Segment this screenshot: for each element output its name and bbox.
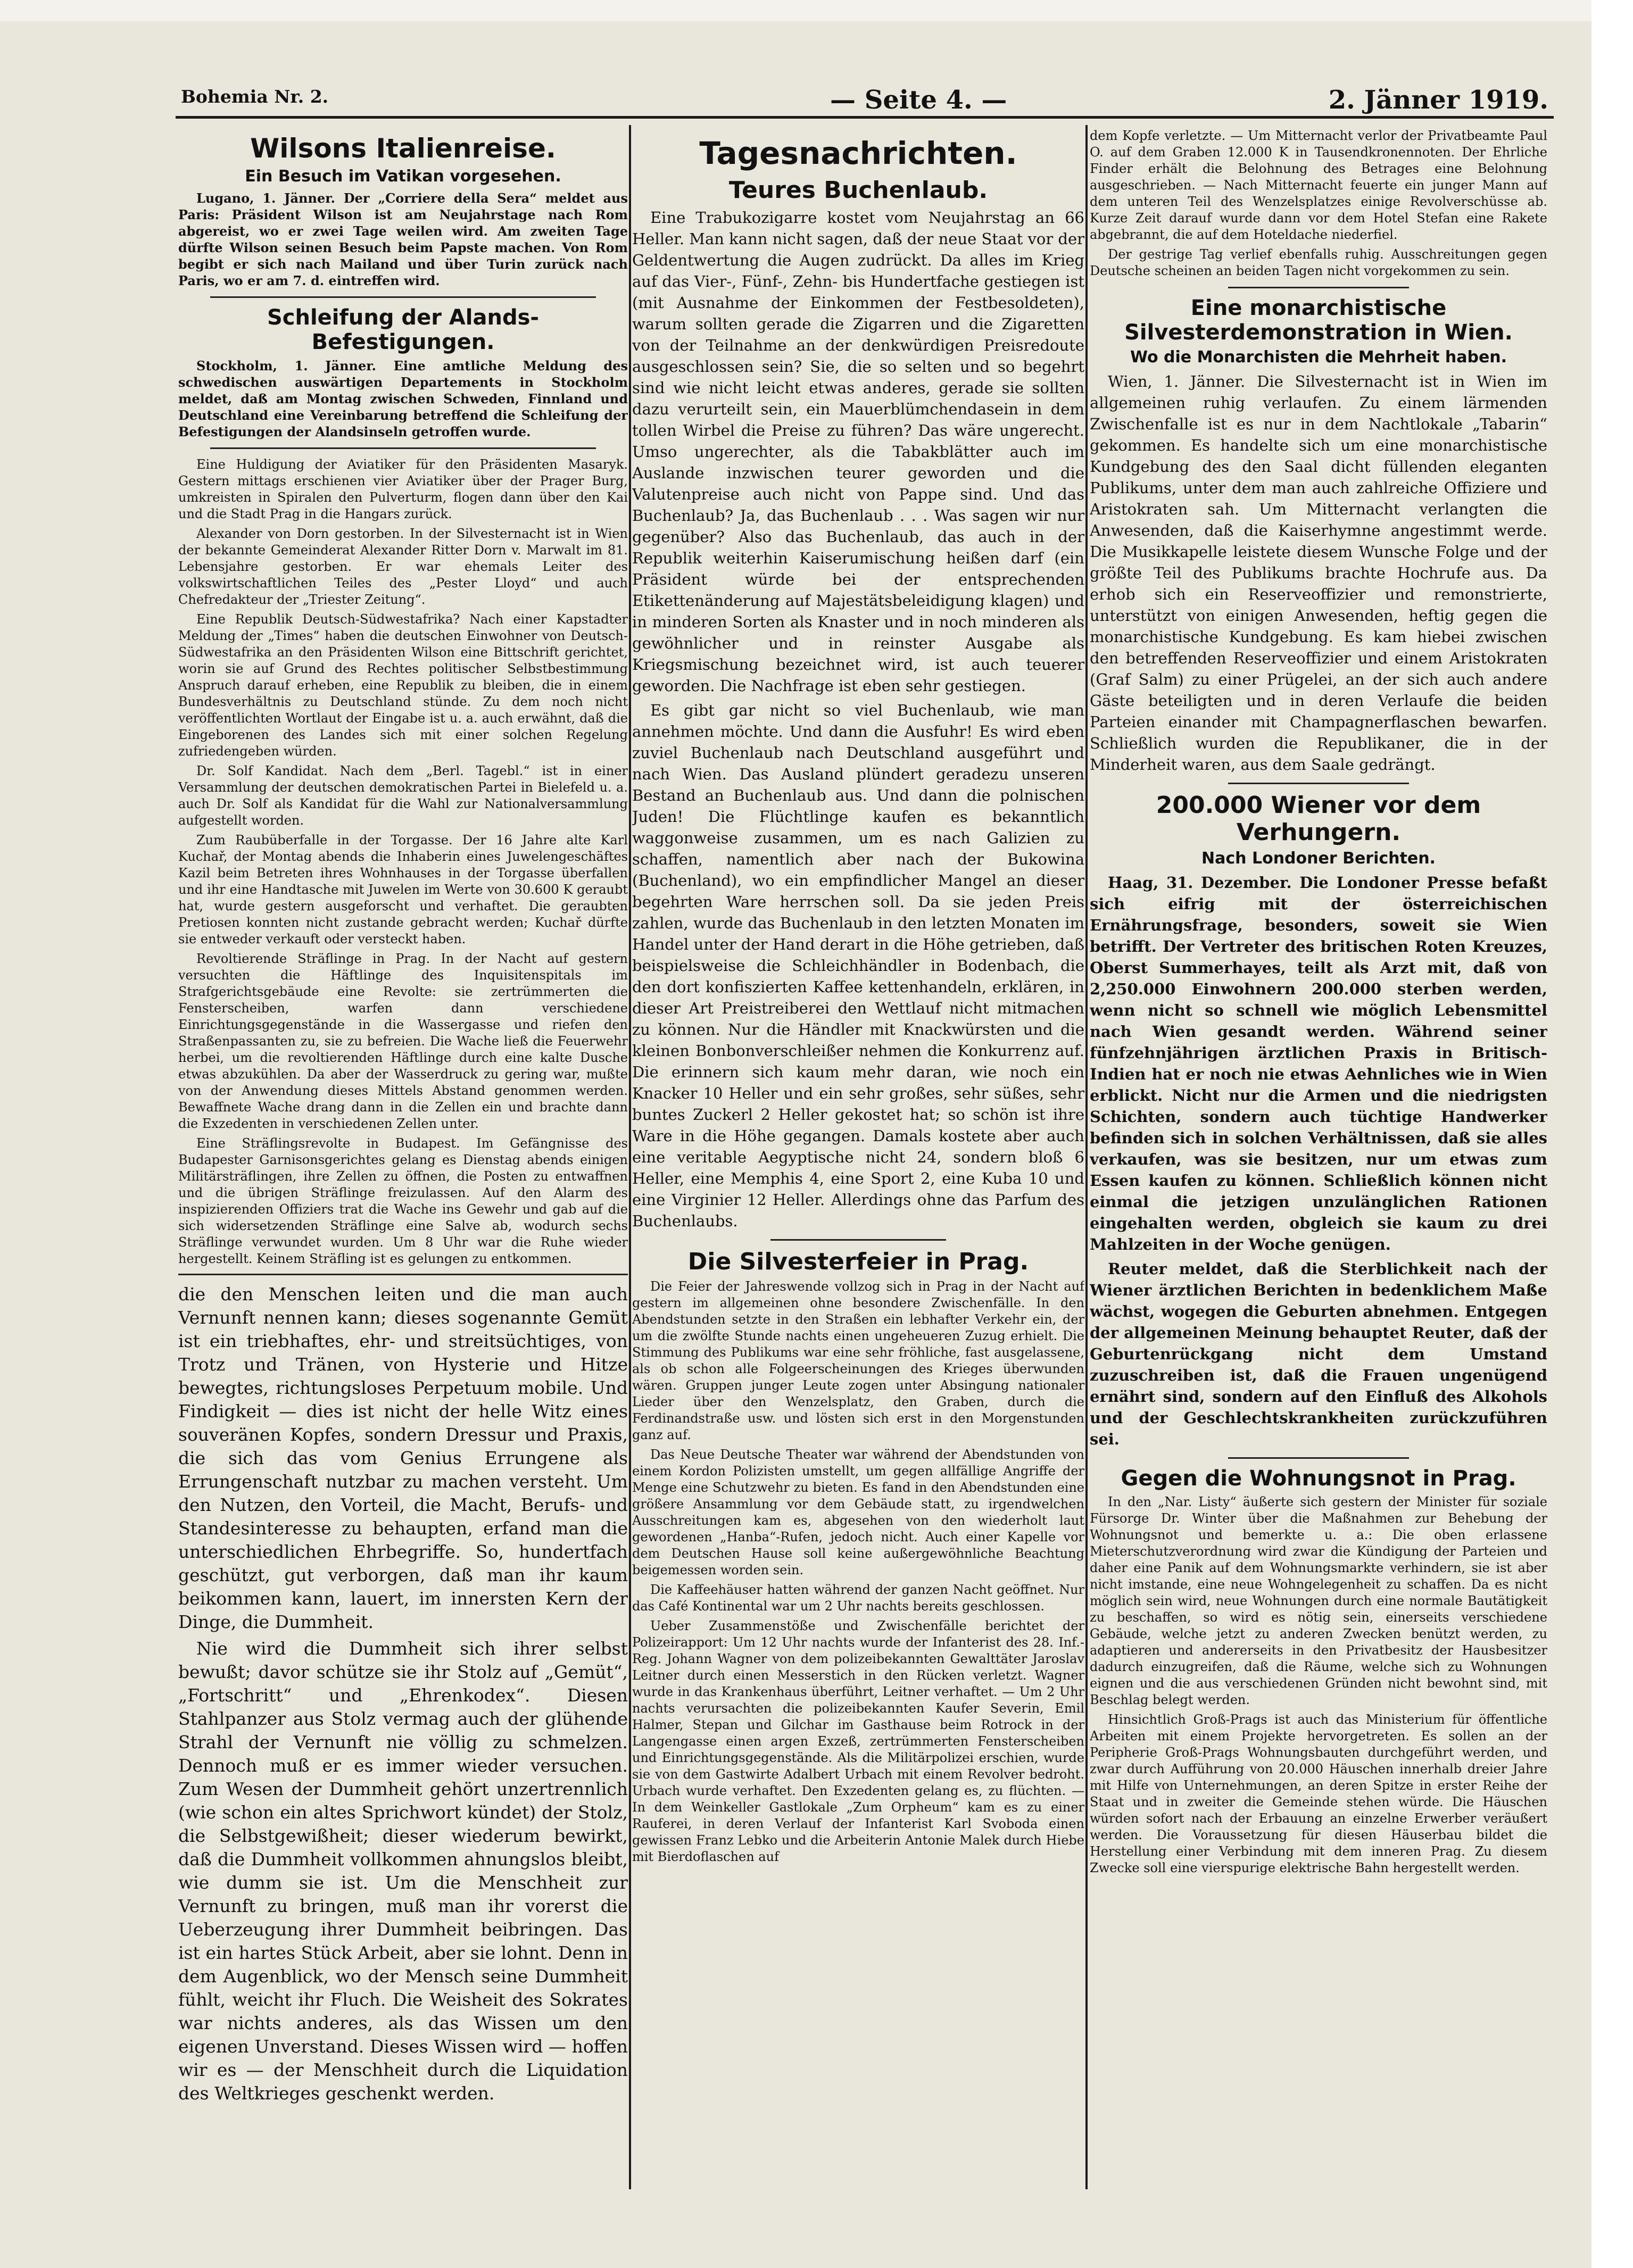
article-body-wilson: Lugano, 1. Jänner. Der „Corriere della Sera“ meldet aus Paris: Präsident Wilson ist am Neujahrstage nach Rom abgereist, wo er zwei Tage weilen wird. Am zweiten Tage dürfte Wilson seinen Besuch beim Papste machen. Von Rom begibt er sich nach Mailand und über Turin zurück nach Paris, wo er am 7. d. eintreffen wird. xyxy=(178,190,628,288)
article-body-silvester-3: Die Kaffeehäuser hatten während der ganzen Nacht geöffnet. Nur das Café Kontinental war um 2 Uhr nachts bereits geschlossen. xyxy=(632,1582,1084,1614)
paper-name: Bohemia Nr. 2. xyxy=(181,86,329,107)
article-title-wilson: Wilsons Italienreise. xyxy=(250,133,556,164)
article-body-silvester-2: Das Neue Deutsche Theater war während der Abendstunden von einem Kordon Polizisten umstellt, um gegen allfällige Angriffe der Menge eine Schutzwehr zu bieten. Es fand in den Abendstunden eine größere Ansammlung vor dem Gebäude statt, zu irgendwelchen Ausschreitungen kam es, abgesehen von den wiederholt laut gewordenen „Hanba“-Rufen, jedoch nicht. Auch einer Kapelle vor dem Deutschen Hause soll keine außergewöhnliche Beachtung beigemessen worden sein. xyxy=(632,1447,1084,1577)
masthead xyxy=(181,80,1548,114)
column-3 xyxy=(1090,128,1547,2192)
article-body-buchenlaub-1: Eine Trabukozigarre kostet vom Neujahrstag an 66 Heller. Man kann nicht sagen, daß der neue Staat vor der Geldentwertung die Augen zudrückt. Da alles im Krieg auf das Vier-, Fünf-, Zehn- bis Hundertfache gestiegen ist (mit Ausnahme der Einkommen der Festbesoldeten), warum sollten gerade die Zigarren und die Zigaretten von der Teilnahme an der denkwürdigen Preisredoute ausgeschlossen sein? Sie, die so selten und so begehrt sind wie nicht leicht etwas anderes, gerade sie sollten dazu verurteilt sein, ein Mauerblümchendasein in dem tollen Wirbel die Preise zu führen? Das wäre ungerecht. Umso ungerechter, als die Tabakblätter auch im Auslande inzwischen teurer geworden und die Valutenpreise auch nicht von Pappe sind. Und das Buchenlaub? Ja, das Buchenlaub . . . Was sagen wir nur gegenüber? Also das Buchenlaub, das auch in der Republik weiterhin Kaiserumischung heißen darf (ein Präsident würde bei der entsprechenden Etikettenänderung auf Majestätsbeleidigung klagen) und in minderen Sorten als Knaster und in noch minderen als gewöhnlicher und in reinster Ausgabe als Kriegsmischung bezeichnet wird, ist auch teuerer geworden. Die Nachfrage ist eben sehr gestiegen. xyxy=(632,209,1084,695)
article-body-aland: Stockholm, 1. Jänner. Eine amtliche Meldung des schwedischen auswärtigen Departements in Stockholm meldet, daß am Montag zwischen Schweden, Finnland und Deutschland eine Vereinbarung betreffend die Schleifung der Befestigungen der Alandsinseln getroffen wurde. xyxy=(178,358,628,439)
divider xyxy=(1228,1457,1409,1459)
column-2 xyxy=(632,128,1084,2192)
news-item-straeflinge-prag: Revoltierende Sträflinge in Prag. In der Nacht auf gestern versuchten die Häftlinge des Inquisitenspitals im Strafgerichtsgebäude eine Revolte: sie zertrümmerten die Fensterscheiben, warfen dann verschiedene Einrichtungsgegenstände in die Wassergasse und riefen den Straßenpassanten zu, sie zu befreien. Die Wache ließ die Feuerwehr herbei, um die revoltierenden Häftlinge durch eine kalte Dusche etwas abzukühlen. Da aber der Wasserdruck zu gering war, mußte von der Anwendung dieses Mittels Abstand genommen werden. Bewaffnete Wache drang dann in die Zellen ein und brachte dann die Exzedenten in verschiedenen Zellen unter. xyxy=(178,951,628,1131)
scan-top-margin xyxy=(0,0,1633,21)
news-item-suedwestafrika: Eine Republik Deutsch-Südwestafrika? Nach einer Kapstadter Meldung der „Times“ haben die deutschen Einwohner von Deutsch-Südwestafrika an den Präsidenten Wilson eine Bittschrift gerichtet, worin sie auf Grund des Rechtes politischer Selbstbestimmung Anspruch darauf erheben, eine Republik zu bleiben, die in einem Bundesverhältnis zu Deutschland stünde. Zu dem noch nicht veröffentlichten Wortlaut der Eingabe ist u. a. auch erwähnt, daß die Eingeborenen des Landes sich mit einer solchen Regelung zufriedengeben würden. xyxy=(178,612,628,759)
column-divider-2 xyxy=(1085,125,1088,2189)
continued-text: dem Kopfe verletzte. — Um Mitternacht verlor der Privatbeamte Paul O. auf dem Graben 12.000 K in Tausendkronennoten. Der Ehrliche Finder erhält die Belohnung des Betrages eine Belohnung ausgeschrieben. — Nach Mitternacht feuerte ein junger Mann auf dem unteren Teil des Wenzelsplatzes einige Revolverschüsse ab. Kurze Zeit darauf wurde dann vor dem Hotel Stefan eine Rakete abgebrannt, die auf dem Hoteldache niederfiel. xyxy=(1090,128,1547,242)
news-item-torgasse: Zum Raubüberfalle in der Torgasse. Der 16 Jahre alte Karl Kuchař, der Montag abends die Inhaberin eines Juwelengeschäftes Kazil beim Betreten ihres Wohnhauses in der Torgasse überfallen und ihr eine Handtasche mit Juwelen im Werte von 30.600 K geraubt hat, wurde gestern ausgeforscht und verhaftet. Die geraubten Pretiosen konnten nicht zustande gebracht werden; Kuchař dürfte sie entweder verkauft oder versteckt haben. xyxy=(178,833,628,946)
column-divider-1 xyxy=(629,125,631,2189)
article-title-wohnungsnot: Gegen die Wohnungsnot in Prag. xyxy=(1121,1466,1516,1491)
divider xyxy=(178,1274,628,1275)
feuilleton-text-2: Nie wird die Dummheit sich ihrer selbst bewußt; davor schütze sie ihr Stolz auf „Gemüt“, „Fortschritt“ und „Ehrenkodex“. Diesen Stahlpanzer aus Stolz vermag auch der glühende Strahl der Vernunft nie völlig zu schmelzen. Dennoch muß er es immer wieder versuchen. Zum Wesen der Dummheit gehört unzertrennlich (wie schon ein altes Sprichwort kündet) der Stolz, die Selbstgewißheit; dieser wiederum bewirkt, daß die Dummheit vollkommen ahnungslos bleibt, wie dumm sie ist. Um die Menschheit zur Vernunft zu bringen, muß man ihr vorerst die Ueberzeugung ihrer Dummheit beibringen. Das ist ein hartes Stück Arbeit, aber sie lohnt. Denn in dem Augenblick, wo der Mensch seine Dummheit fühlt, weicht ihr Fluch. Die Weisheit des Sokrates war nichts anderes, als das Wissen um den eigenen Unverstand. Dieses Wissen wird — hoffen wir es — der Menschheit durch die Liquidation des Weltkrieges geschenkt werden. xyxy=(178,1638,628,2104)
page-number: — Seite 4. — xyxy=(830,85,1007,115)
feuilleton-text-1: die den Menschen leiten und die man auch Vernunft nennen kann; dieses sogenannte Gemüt ist ein triebhaftes, ehr- und streitsüchtiges, von Trotz und Tränen, von Hysterie und Hitze bewegtes, richtungsloses Perpetuum mobile. Und Findigkeit — dies ist nicht der helle Witz eines souveränen Kopfes, sondern Dressur und Praxis, die sich das vom Genius Errungene als Errungenschaft nutzbar zu machen versteht. Um den Nutzen, den Vorteil, die Macht, Berufs- und Standesinteresse zu behaupten, erfand man die unterschiedlichen Ehrbegriffe. So, hundertfach geschützt, gut verborgen, daß man ihr kaum beikommen kann, lauert, im innersten Kern der Dinge, die Dummheit. xyxy=(178,1284,628,1632)
article-body-wien-demo: Wien, 1. Jänner. Die Silvesternacht ist in Wien im allgemeinen ruhig verlaufen. Zu einem lärmenden Zwischenfalle ist es nur in dem Nachtlokale „Tabarin“ gekommen. Es handelte sich um eine monarchistische Kundgebung des den Saal dicht füllenden eleganten Publikums, unter dem man auch zahlreiche Offiziere und Aristokraten sah. Um Mitternacht verlangten die Anwesenden, daß die Kaiserhymne angestimmt werde. Die Musikkapelle leistete diesem Wunsche Folge und der größte Teil des Publikums brachte Hochrufe aus. Da erhob sich ein Reserveoffizier und remonstrierte, unterstützt von einigen Anwesenden, heftig gegen die monarchistische Kundgebung. Es kam hiebei zwischen den betreffenden Reserveoffizier und einem Aristokraten (Graf Salm) zu einer Prügelei, an der sich auch andere Gäste beteiligten und in deren Verlaufe die beiden Parteien einander mit Champagnerflaschen bewarfen. Schließlich wurden die Republikaner, die in der Minderheit waren, aus dem Saale gedrängt. xyxy=(1090,372,1547,774)
article-subtitle-verhungern: Nach Londoner Berichten. xyxy=(1201,849,1436,868)
article-subtitle-wilson: Ein Besuch im Vatikan vorgesehen. xyxy=(245,167,561,186)
news-item-straeflinge-budapest: Eine Sträflingsrevolte in Budapest. Im Gefängnisse des Budapester Garnisonsgerichtes gelang es Dienstag abends einigen Militärsträflingen, ihre Zellen zu öffnen, die Posten zu entwaffnen und die übrigen Sträflinge freizulassen. Auf den Alarm des inspizierenden Offiziers trat die Wache ins Gewehr und gab auf die sich widersetzenden Sträflinge eine Salve ab, wodurch sechs Sträflinge verwundet wurden. Um 8 Uhr war die Ruhe wieder hergestellt. Keinem Sträfling ist es gelungen zu entkommen. xyxy=(178,1136,628,1266)
news-item-aviatiker: Eine Huldigung der Aviatiker für den Präsidenten Masaryk. Gestern mittags erschienen vier Aviatiker über der Prager Burg, umkreisten in Spiralen den Pulverturm, flogen dann über den Kai und die Stadt Prag in die Hangars zurück. xyxy=(178,457,628,521)
article-title-verhungern: 200.000 Wiener vor dem Verhungern. xyxy=(1156,792,1481,846)
article-body-silvester-4: Ueber Zusammenstöße und Zwischenfälle berichtet der Polizeirapport: Um 12 Uhr nachts wurde der Infanterist des 28. Inf.-Reg. Johann Wagner von dem polizeibekannten Gewalttäter Jaroslav Leitner durch einen Messerstich in den Rücken verletzt. Wagner wurde in das Krankenhaus überführt, Leitner verhaftet. — Um 2 Uhr nachts verursachten die polizeibekannten Kaufer Severin, Emil Halmer, Stepan und Gilchar im Gasthause beim Rotrock in der Langengasse einen argen Exzeß, zertrümmerten Fensterscheiben und Einrichtungsgegenstände. Als die Militärpolizei erschien, wurde sie von dem Gastwirte Adalbert Urbach mit einem Revolver bedroht. Urbach wurde verhaftet. Den Exzedenten gelang es, zu flüchten. — In dem Weinkeller Gastlokale „Zum Orpheum“ kam es zu einer Rauferei, in deren Verlauf der Infanterist Karl Svoboda einen gewissen Franz Lebko und die Arbeiterin Antonie Malek durch Hiebe mit Bierdoflaschen auf xyxy=(632,1618,1084,1864)
news-item-solf: Dr. Solf Kandidat. Nach dem „Berl. Tagebl.“ ist in einer Versammlung der deutschen demokratischen Partei in Bielefeld u. a. auch Dr. Solf als Kandidat für die Wahl zur Nationalversammlung aufgestellt worden. xyxy=(178,763,628,828)
article-body-silvester-1: Die Feier der Jahreswende vollzog sich in Prag in der Nacht auf gestern im allgemeinen ohne besondere Zwischenfälle. In den Abendstunden setzte in den Straßen ein lebhafter Verkehr ein, der um die zwölfte Stunde nachts einen ungeheueren Zuzug erhielt. Die Stimmung des Publikums war eine sehr fröhliche, fast ausgelassene, als ob schon alle Folgeerscheinungen des Krieges überwunden wären. Gruppen junger Leute zogen unter Absingung nationaler Lieder über den Wenzelsplatz, den Graben, durch die Ferdinandstraße usw. und lösten sich erst in den Morgenstunden ganz auf. xyxy=(632,1279,1084,1442)
issue-date: 2. Jänner 1919. xyxy=(1328,85,1548,115)
article-title-silvester-prag: Die Silvesterfeier in Prag. xyxy=(687,1248,1029,1275)
article-body-wohnungsnot-2: Hinsichtlich Groß-Prags ist auch das Ministerium für öffentliche Arbeiten mit einem Projekte hervorgetreten. Es sollen an der Peripherie Groß-Prags Wohnungsbauten durchgeführt werden, und zwar durch Aufführung von 20.000 Häuschen innerhalb dreier Jahre mit Hilfe von Unternehmungen, an deren Spitze in erster Reihe der Staat und in zweiter die Gemeinde stehen würde. Die Häuschen würden sofort nach der Erbauung an einzelne Erwerber veräußert werden. Die Voraussetzung für diesen Häuserbau bildet die Herstellung einer Verbindung mit dem inneren Prag. Zu diesem Zwecke soll eine vierspurige elektrische Bahn hergestellt werden. xyxy=(1090,1712,1547,1875)
divider xyxy=(1228,783,1409,784)
column-1 xyxy=(178,128,628,2192)
news-item-dorn: Alexander von Dorn gestorben. In der Silvesternacht ist in Wien der bekannte Gemeinderat Alexander Ritter Dorn v. Marwalt im 81. Lebensjahre gestorben. Er war ehemals Leiter des volkswirtschaftlichen Teiles des „Pester Lloyd“ und auch Chefredakteur der „Triester Zeitung“. xyxy=(178,526,628,607)
article-body-buchenlaub-2: Es gibt gar nicht so viel Buchenlaub, wie man annehmen möchte. Und dann die Ausfuhr! Es wird eben zuviel Buchenlaub nach Deutschland ausgeführt und nach Wien. Das Ausland plündert geradezu unseren Bestand an Buchenlaub aus. Und dann die polnischen Juden! Die Flüchtlinge kaufen es bekanntlich waggonweise zusammen, um es nach Galizien zu schaffen, namentlich aber nach der Bukowina (Buchenland), wo ein empfindlicher Mangel an dieser begehrten Ware herrschen soll. Da sie jeden Preis zahlen, wurde das Buchenlaub in den letzten Monaten im Handel unter der Hand derart in die Höhe getrieben, daß beispielsweise die Schleichhändler in Bodenbach, die den dort konfiszierten Kaffee kettenhandeln, erklären, in dieser Art Preistreiberei den Wettlauf nicht mitmachen zu können. Nur die Händler mit Knackwürsten und die kleinen Bonbonverschleißer nehmen die Konkurrenz auf. Die erinnern sich kaum mehr daran, wie noch ein Knacker 10 Heller und ein sehr großes, sehr süßes, sehr buntes Zuckerl 2 Heller gekostet hat; so schön ist ihre Ware in die Höhe gegangen. Damals kostete aber auch eine veritable Aegyptische nicht 24, sondern bloß 6 Heller, eine Memphis 4, eine Sport 2, eine Kuba 10 und eine Virginier 12 Heller. Allerdings ohne das Parfum des Buchenlaubs. xyxy=(632,701,1084,1230)
scan-right-margin xyxy=(1591,0,1633,2268)
divider xyxy=(1228,287,1409,288)
section-title: Tagesnachrichten. xyxy=(699,135,1017,171)
article-body-verhungern-2: Reuter meldet, daß die Sterblichkeit nach der Wiener ärztlichen Berichten in bedenklichem Maße wächst, wogegen die Geburten abnehmen. Entgegen der allgemeinen Meinung behauptet Reuter, daß der Geburtenrückgang nicht dem Umstand zuzuschreiben ist, daß die Frauen ungenügend ernährt sind, sondern auf den Einfluß des Alkohols und der Geschlechtskrankheiten zurückzuführen sei. xyxy=(1090,1260,1547,1448)
article-body-verhungern-1: Haag, 31. Dezember. Die Londoner Presse befaßt sich eifrig mit der österreichischen Ernährungsfrage, besonders, soweit sie Wien betrifft. Der Vertreter des britischen Roten Kreuzes, Oberst Summerhayes, teilt als Arzt mit, daß von 2,250.000 Einwohnern 200.000 sterben werden, wenn nicht so schnell wie möglich Lebensmittel nach Wien gesandt werden. Während seiner fünfzehnjährigen ärztlichen Praxis in Britisch-Indien hat er noch nie etwas Aehnliches wie in Wien erblickt. Nicht nur die Armen und die niedrigsten Schichten, sondern auch tüchtige Handwerker befinden sich in solchen Verhältnissen, daß sie alles verkaufen, was sie besitzen, nur um etwas zum Essen kaufen zu können. Schließlich können nicht einmal die jetzigen unzulänglichen Rationen eingehalten werden, obgleich sie kaum zu drei Mahlzeiten in der Woche genügen. xyxy=(1090,874,1547,1253)
divider xyxy=(210,296,596,298)
article-title-aland: Schleifung der Alands-Befestigungen. xyxy=(267,305,540,354)
divider xyxy=(210,447,596,449)
article-body-wohnungsnot-1: In den „Nar. Listy“ äußerte sich gestern der Minister für soziale Fürsorge Dr. Winter über die Maßnahmen zur Behebung der Wohnungsnot und bemerkte u. a.: Die oben erlassene Mieterschutzverordnung wird zwar die Kündigung der Parteien und daher eine Panik auf dem Wohnungsmarkte verhindern, sie ist aber nicht imstande, eine neue Wohngelegenheit zu schaffen. Da es nicht möglich sein wird, neue Wohnungen durch eine normale Bautätigkeit zu beschaffen, so wird es nötig sein, einerseits verschiedene Gebäude, welche jetzt zu anderen Zwecken benützt werden, zu adaptieren und andererseits in den Privatbesitz der Hausbesitzer dadurch einzugreifen, daß die Räume, welche sich zu Wohnungen eignen und die aus verschiedenen Gründen nicht bewohnt sind, mit Beschlag belegt werden. xyxy=(1090,1494,1547,1707)
article-title-wien-demo: Eine monarchistische Silvesterdemonstration in Wien. xyxy=(1124,296,1513,345)
masthead-rule xyxy=(176,116,1554,119)
divider xyxy=(770,1239,946,1241)
continued-text-2: Der gestrige Tag verlief ebenfalls ruhig. Ausschreitungen gegen Deutsche scheinen an beiden Tagen nicht vorgekommen zu sein. xyxy=(1090,247,1547,278)
article-title-buchenlaub: Teures Buchenlaub. xyxy=(728,177,988,204)
article-subtitle-wien-demo: Wo die Monarchisten die Mehrheit haben. xyxy=(1130,348,1507,367)
